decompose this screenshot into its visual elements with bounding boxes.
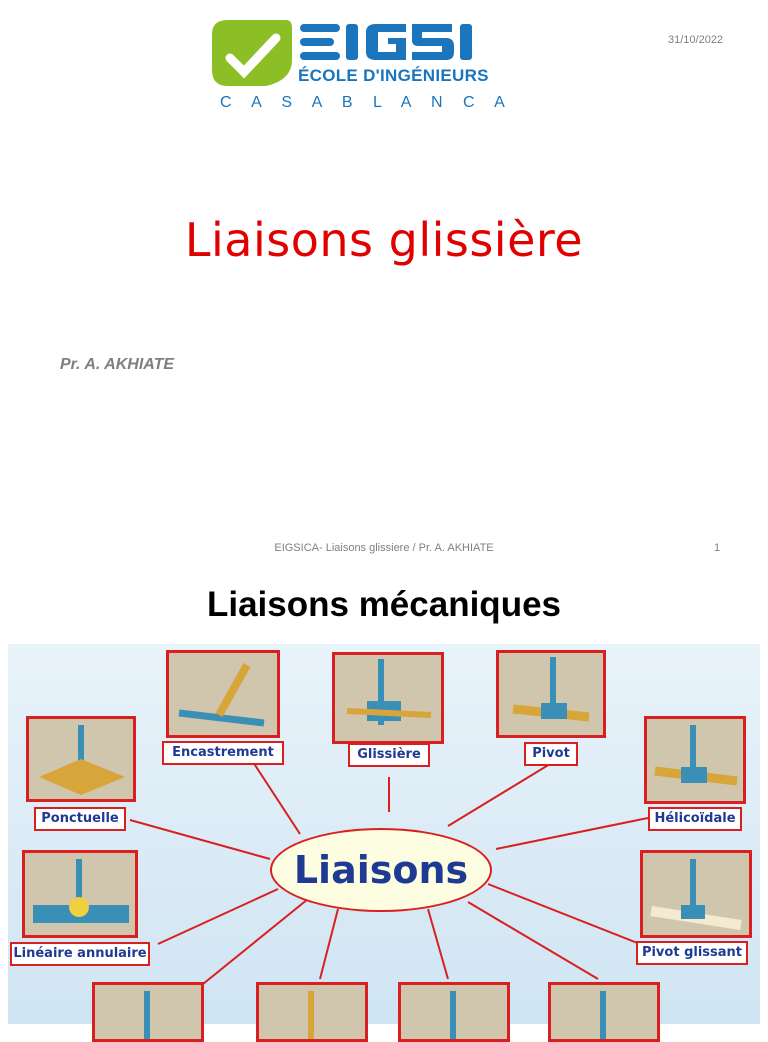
eigsi-logo (206, 14, 526, 114)
ponctuelle-image (26, 716, 136, 802)
label-pivot: Pivot (524, 742, 578, 766)
center-label: Liaisons (293, 848, 469, 892)
glissiere-image (332, 652, 444, 744)
label-encastrement: Encastrement (162, 741, 284, 765)
lineaire-annulaire-image (22, 850, 138, 938)
liaison-image-bottom-3 (398, 982, 510, 1042)
author-name: Pr. A. AKHIATE (60, 356, 175, 373)
logo-subtitle: ÉCOLE D'INGÉNIEURS (298, 66, 489, 85)
liaison-image-bottom-4 (548, 982, 660, 1042)
label-helicoidale: Hélicoïdale (648, 807, 742, 831)
label-glissiere: Glissière (348, 743, 430, 767)
label-pivot-glissant: Pivot glissant (636, 941, 748, 965)
liaison-image-bottom-2 (256, 982, 368, 1042)
encastrement-image (166, 650, 280, 738)
slide-title: Liaisons glissière (184, 213, 584, 267)
center-ellipse (270, 828, 492, 912)
logo-city: C A S A B L A N C A (220, 94, 513, 111)
pivot-image (496, 650, 606, 738)
liaison-image-bottom-1 (92, 982, 204, 1042)
page-number: 1 (714, 542, 721, 554)
liaisons-diagram (8, 644, 760, 1024)
slide-footer: EIGSICA- Liaisons glissiere / Pr. A. AKHIATE (274, 542, 494, 554)
slide2-title: Liaisons mécaniques (206, 585, 562, 624)
pivot-glissant-image (640, 850, 752, 938)
label-ponctuelle: Ponctuelle (34, 807, 126, 831)
label-lineaire-annulaire: Linéaire annulaire (10, 942, 150, 966)
helicoidale-image (644, 716, 746, 804)
slide-date: 31/10/2022 (668, 34, 724, 46)
